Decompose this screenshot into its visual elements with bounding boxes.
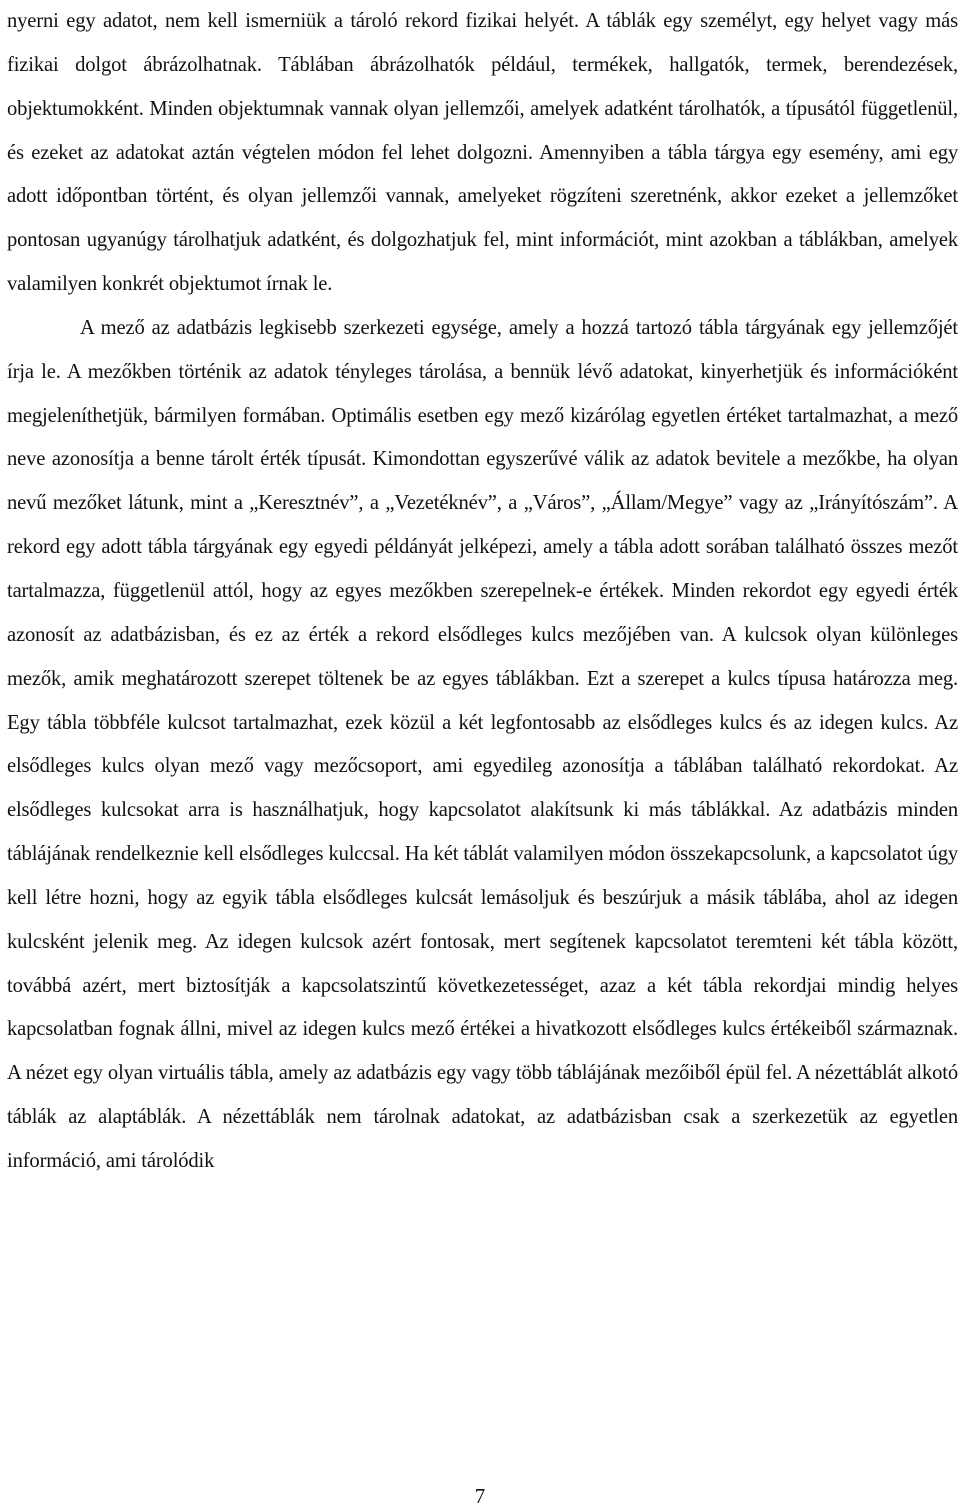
paragraph-fields-keys: A mező az adatbázis legkisebb szerkezeti egysége, amely a hozzá tartozó tábla tárgyának egy jellemzőjét írja le. A mezőkben történik az adatok tényleges tárolása, a bennük lévő adatokat, kinyerhetjük és információként megjeleníthetjük, bármilyen formában. Optimális esetben egy mező kizárólag egyetlen értéket tartalmazhat, a mező neve azonosítja a benne tárolt érték típusát. Kimondottan egyszerűvé válik az adatok bevitele a mezőkbe, ha olyan nevű mezőket látunk, mint a „Keresztnév”, a „Vezetéknév”, a „Város”, „Állam/Megye” vagy az „Irányítószám”. A rekord egy adott tábla tárgyának egy egyedi példányát jelképezi, amely a tábla adott sorában található összes mezőt tartalmazza, függetlenül attól, hogy az egyes mezőkben szerepelnek-e értékek. Minden rekordot egy egyedi érték azonosít az adatbázisban, és ez az érték a rekord elsődleges kulcs mezőjében van. A kulcsok olyan különleges mezők, amik meghatározott szerepet töltenek be az egyes táblákban. Ezt a szerepet a kulcs típusa határozza meg. Egy tábla többféle kulcsot tartalmazhat, ezek közül a két legfontosabb az elsődleges kulcs és az idegen kulcs. Az elsődleges kulcs olyan mező vagy mezőcsoport, ami egyedileg azonosítja a táblában található rekordokat. Az elsődleges kulcsokat arra is használhatjuk, hogy kapcsolatot alakítsunk ki más táblákkal. Az adatbázis minden táblájának rendelkeznie kell elsődleges kulccsal. Ha két táblát valamilyen módon összekapcsolunk, a kapcsolatot úgy kell létre hozni, hogy az egyik tábla elsődleges kulcsát lemásoljuk és beszúrjuk a másik táblába, ahol az idegen kulcsként jelenik meg. Az idegen kulcsok azért fontosak, mert segítenek kapcsolatot teremteni két tábla között, továbbá azért, mert biztosítják a kapcsolatszintű következetességet, azaz a két tábla rekordjai mindig helyes kapcsolatban fognak állni, mivel az idegen kulcs mező értékei a hivatkozott elsődleges kulcs értékeiből származnak. A nézet egy olyan virtuális tábla, amely az adatbázis egy vagy több táblájának mezőiből épül fel. A nézettáblát alkotó táblák az alaptáblák. A nézettáblák nem tárolnak adatokat, az adatbázisban csak a szerkezetük az egyetlen információ, ami tárolódik	[7, 316, 958, 1172]
body-text	[7, 0, 958, 1184]
page-number: 7	[474, 1484, 486, 1508]
paragraph-tables-objects: nyerni egy adatot, nem kell ismerniük a tároló rekord fizikai helyét. A táblák egy személyt, egy helyet vagy más fizikai dolgot ábrázolhatnak. Táblában ábrázolhatók például, termékek, hallgatók, termek, berendezések, objektumokként. Minden objektumnak vannak olyan jellemzői, amelyek adatként tárolhatók, a típusától függetlenül, és ezeket az adatokat aztán végtelen módon fel lehet dolgozni. Amennyiben a tábla tárgya egy esemény, ami egy adott időpontban történt, és olyan jellemzői vannak, amelyeket rögzíteni szeretnénk, akkor ezeket a jellemzőket pontosan ugyanúgy tárolhatjuk adatként, és dolgozhatjuk fel, mint információt, mint azokban a táblákban, amelyek valamilyen konkrét objektumot írnak le.	[7, 10, 958, 296]
